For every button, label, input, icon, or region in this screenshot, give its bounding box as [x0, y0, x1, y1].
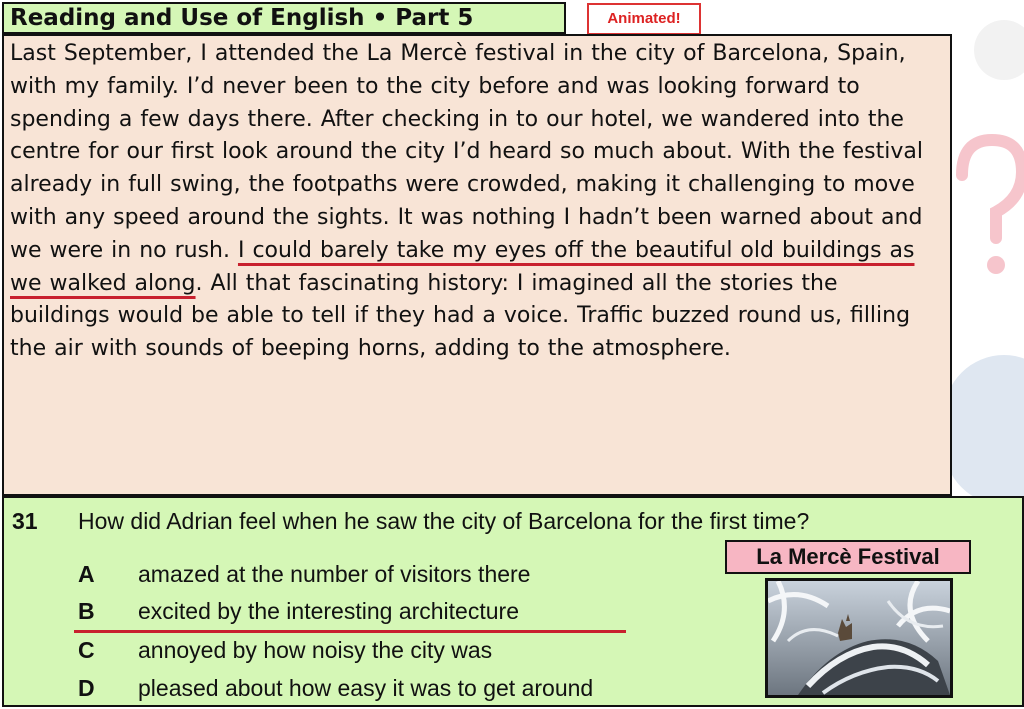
animated-badge: Animated!: [587, 3, 701, 35]
passage-highlighted-sentence: I could barely take my eyes off the beautiful old buildings as we walked along: [10, 237, 915, 296]
answer-option-a[interactable]: [78, 561, 530, 588]
option-text: pleased about how easy it was to get around: [138, 675, 594, 701]
section-title: Reading and Use of English • Part 5: [2, 2, 566, 34]
answer-option-b[interactable]: [78, 598, 519, 625]
background-blob-decoration: [944, 355, 1024, 505]
option-letter: B: [78, 598, 95, 624]
option-letter: D: [78, 675, 95, 701]
option-text: amazed at the number of visitors there: [138, 561, 531, 587]
answer-option-d[interactable]: [78, 675, 593, 702]
answer-option-c[interactable]: [78, 637, 492, 664]
snowy-scene-image: [768, 581, 950, 695]
option-text: annoyed by how noisy the city was: [138, 637, 493, 663]
passage-text-continued: . All that fascinating history: I imagined all the stories the buildings would be able to tell if they had a voice. Traffic buzzed round us, filling the air with sounds of beeping horns, adding to the atmosphere.: [10, 270, 911, 362]
option-letter: A: [78, 561, 95, 587]
answer-underline: [74, 630, 626, 633]
festival-photo: [765, 578, 953, 698]
question-mark-decoration-icon: [944, 120, 1024, 290]
question-number: 31: [12, 508, 38, 534]
question-text: How did Adrian feel when he saw the city of Barcelona for the first time?: [78, 508, 810, 534]
reading-passage: [2, 34, 952, 496]
option-text: excited by the interesting architecture: [138, 598, 519, 624]
passage-text: Last September, I attended the La Mercè festival in the city of Barcelona, Spain, with my family. I’d never been to the city before and was looking forward to spending a few days there. After checking in to our hotel, we wandered into the centre for our first look around the city I’d heard so much about. With the festival already in full swing, the footpaths were crowded, making it challenging to move with any speed around the sights. It was nothing I hadn’t been warned about and we were in no rush.: [10, 41, 923, 263]
festival-image-label: La Mercè Festival: [725, 540, 971, 574]
option-letter: C: [78, 637, 95, 663]
background-circle-decoration: [974, 20, 1024, 80]
